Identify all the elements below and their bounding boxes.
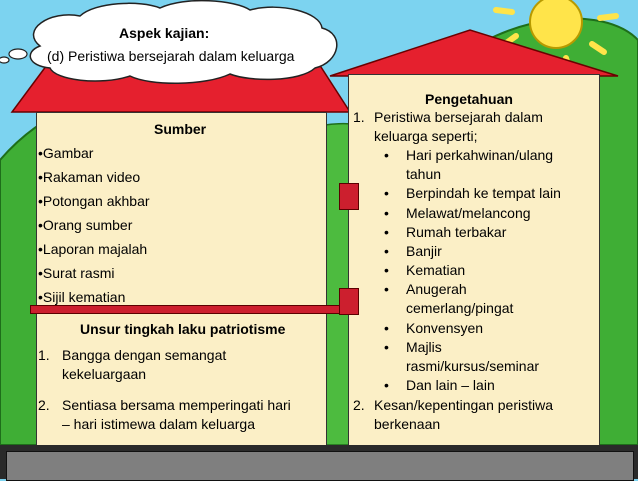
patriot-item-line: Bangga dengan semangat bbox=[62, 347, 227, 363]
sumber-item: •Gambar bbox=[38, 145, 94, 161]
sumber-item: •Sijil kematian bbox=[38, 289, 126, 305]
sub-item: Kematian bbox=[406, 262, 466, 278]
patriot-item-num: 1. bbox=[38, 347, 50, 363]
window-upper bbox=[339, 183, 359, 210]
sub-bullet: • bbox=[384, 224, 389, 240]
knowledge-item-line: keluarga seperti; bbox=[374, 128, 478, 144]
sub-item: Hari perkahwinan/ulang bbox=[406, 147, 554, 163]
sub-bullet: • bbox=[384, 243, 389, 259]
sub-item: cemerlang/pingat bbox=[406, 300, 514, 316]
sub-bullet: • bbox=[384, 147, 389, 163]
sub-bullet: • bbox=[384, 185, 389, 201]
pengetahuan-title: Pengetahuan bbox=[425, 91, 513, 107]
sub-item: Konvensyen bbox=[406, 320, 484, 336]
sub-item: rasmi/kursus/seminar bbox=[406, 358, 540, 374]
cloud-subtitle: (d) Peristiwa bersejarah dalam keluarga bbox=[47, 48, 295, 64]
ground-inner bbox=[6, 451, 634, 481]
patriot-item-line: kekeluargaan bbox=[62, 366, 147, 382]
patriot-title: Unsur tingkah laku patriotisme bbox=[80, 321, 286, 337]
sub-bullet: • bbox=[384, 339, 389, 355]
knowledge-item-line: Peristiwa bersejarah dalam bbox=[374, 109, 543, 125]
divider-beam bbox=[30, 305, 358, 314]
sumber-item: •Laporan majalah bbox=[38, 241, 148, 257]
sumber-item: •Orang sumber bbox=[38, 217, 133, 233]
sub-bullet: • bbox=[384, 281, 389, 297]
knowledge-item-num: 2. bbox=[353, 397, 365, 413]
sub-item: Majlis bbox=[406, 339, 442, 355]
sumber-item: •Potongan akhbar bbox=[38, 193, 150, 209]
sub-item: Rumah terbakar bbox=[406, 224, 507, 240]
sumber-title: Sumber bbox=[154, 121, 207, 137]
sub-bullet: • bbox=[384, 205, 389, 221]
patriot-item-line: Sentiasa bersama memperingati hari bbox=[62, 397, 291, 413]
sub-item: Berpindah ke tempat lain bbox=[406, 185, 561, 201]
patriot-item-line: – hari istimewa dalam keluarga bbox=[62, 416, 255, 432]
sub-item: Dan lain – lain bbox=[406, 377, 495, 393]
sub-bullet: • bbox=[384, 377, 389, 393]
knowledge-item-line: berkenaan bbox=[374, 416, 441, 432]
sub-item: tahun bbox=[406, 166, 442, 182]
sub-item: Banjir bbox=[406, 243, 442, 259]
sub-bullet: • bbox=[384, 320, 389, 336]
sub-item: Anugerah bbox=[406, 281, 467, 297]
sub-item: Melawat/melancong bbox=[406, 205, 531, 221]
sumber-item: •Surat rasmi bbox=[38, 265, 115, 281]
knowledge-item-num: 1. bbox=[353, 109, 365, 125]
sub-bullet: • bbox=[384, 262, 389, 278]
patriot-item-num: 2. bbox=[38, 397, 50, 413]
cloud-title: Aspek kajian: bbox=[119, 25, 210, 41]
sumber-item: •Rakaman video bbox=[38, 169, 141, 185]
window-lower bbox=[339, 288, 359, 315]
knowledge-item-line: Kesan/kepentingan peristiwa bbox=[374, 397, 554, 413]
